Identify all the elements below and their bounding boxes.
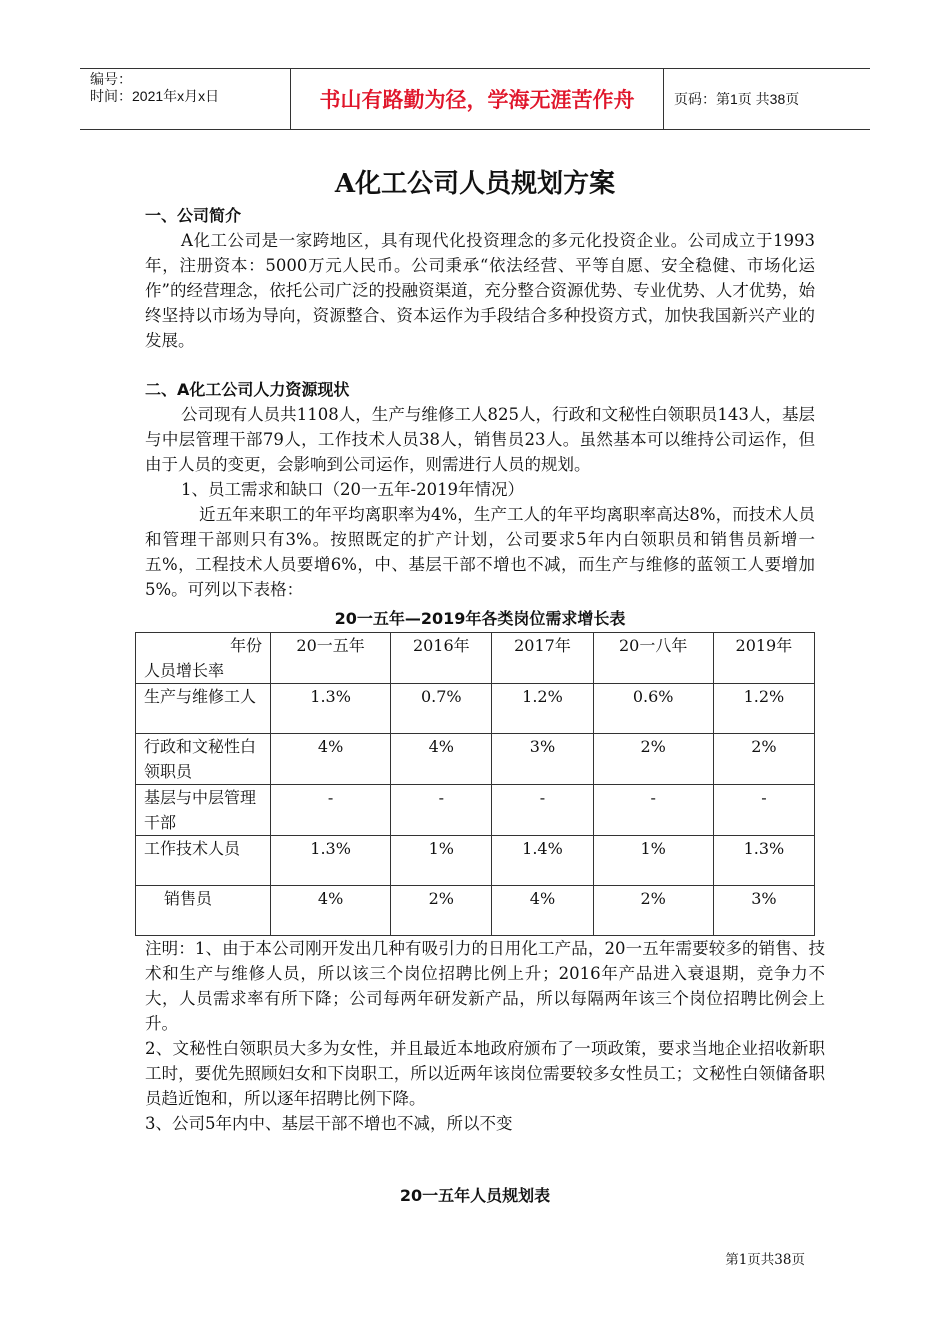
table-cell: 1.4% xyxy=(492,836,593,886)
header-motto: 书山有路勤为径，学海无涯苦作舟 xyxy=(291,69,664,129)
section-2-heading: 二、A化工公司人力资源现状 xyxy=(145,380,350,399)
table-cell: 4% xyxy=(391,734,492,785)
table-row xyxy=(136,836,815,886)
table-2-caption: 20一五年人员规划表 xyxy=(399,1186,551,1205)
row-label: 基层与中层管理干部 xyxy=(136,785,271,836)
year-header: 2019年 xyxy=(713,633,814,684)
table-cell: - xyxy=(593,785,713,836)
corner-rate-label: 人员增长率 xyxy=(144,661,225,680)
note-1: 注明：1、由于本公司刚开发出几种有吸引力的日用化工产品，20一五年需要较多的销售、技术和生产与维修人员，所以该三个岗位招聘比例上升；2016年产品进入衰退期，竞争力不大，人员需求率有所下降；公司每两年研发新产品，所以每隔两年该三个岗位招聘比例会上升。 xyxy=(145,939,825,1033)
time-label: 时间：2021年x月x日 xyxy=(90,88,220,104)
table-cell: 1.3% xyxy=(713,836,814,886)
table-corner-cell xyxy=(136,633,271,684)
subsection-1-paragraph: 近五年来职工的年平均离职率为4%，生产工人的年平均离职率高达8%，而技术人员和管理干部则只有3%。按照既定的扩产计划，公司要求5年内白领职员和销售员新增一五%，工程技术人员要增6%，中、基层干部不增也不减，而生产与维修的蓝领工人要增加5%。可列以下表格： xyxy=(145,505,815,599)
header-page-label: 页码：第1页 共38页 xyxy=(674,91,800,107)
section-1-heading: 一、公司简介 xyxy=(145,206,242,225)
year-header: 2016年 xyxy=(391,633,492,684)
note-2: 2、文秘性白领职员大多为女性，并且最近本地政府颁布了一项政策，要求当地企业招收新职工时，要优先照顾妇女和下岗职工，所以近两年该岗位需要较多女性员工；文秘性白领储备职员趋近饱和，所以逐年招聘比例下降。 xyxy=(145,1039,825,1108)
note-3: 3、公司5年内中、基层干部不增也不减，所以不变 xyxy=(145,1114,513,1133)
table-1-caption: 20一五年—2019年各类岗位需求增长表 xyxy=(334,609,626,628)
corner-year-label: 年份 xyxy=(229,636,262,655)
page-footer: 第1页共38页 xyxy=(725,1252,805,1268)
year-header: 20一八年 xyxy=(593,633,713,684)
table-cell: 1.2% xyxy=(492,684,593,734)
table-cell: 0.6% xyxy=(593,684,713,734)
header-meta xyxy=(80,69,291,129)
row-label: 工作技术人员 xyxy=(136,836,271,886)
table-row xyxy=(136,684,815,734)
year-header: 2017年 xyxy=(492,633,593,684)
table-cell: 1.3% xyxy=(271,684,391,734)
table-cell: 0.7% xyxy=(391,684,492,734)
table-cell: 2% xyxy=(391,886,492,936)
table-cell: 4% xyxy=(271,734,391,785)
table-cell: 1% xyxy=(391,836,492,886)
document-body xyxy=(144,203,825,1136)
table-cell: 4% xyxy=(492,886,593,936)
table-cell: - xyxy=(713,785,814,836)
table-cell: - xyxy=(271,785,391,836)
table-cell: - xyxy=(492,785,593,836)
table-row xyxy=(136,886,815,936)
row-label: 销售员 xyxy=(136,886,271,936)
table-cell: 3% xyxy=(713,886,814,936)
table-cell: 2% xyxy=(593,734,713,785)
row-label: 行政和文秘性白领职员 xyxy=(136,734,271,785)
subsection-1-heading: 1、员工需求和缺口（20一五年-2019年情况） xyxy=(181,480,525,499)
table-cell: - xyxy=(391,785,492,836)
table-cell: 4% xyxy=(271,886,391,936)
row-label: 生产与维修工人 xyxy=(136,684,271,734)
table-cell: 1.3% xyxy=(271,836,391,886)
section-2-paragraph: 公司现有人员共1108人，生产与维修工人825人，行政和文秘性白领职员143人，基层与中层管理干部79人，工作技术人员38人，销售员23人。虽然基本可以维持公司运作，但由于人员的变更，会影响到公司运作，则需进行人员的规划。 xyxy=(145,405,815,474)
demand-growth-table xyxy=(135,632,815,936)
section-1-paragraph: A化工公司是一家跨地区，具有现代化投资理念的多元化投资企业。公司成立于1993年，注册资本：5000万元人民币。公司秉承“依法经营、平等自愿、安全稳健、市场化运作”的经营理念，依托公司广泛的投融资渠道，充分整合资源优势、专业优势、人才优势，始终坚持以市场为导向，资源整合、资本运作为手段结合多种投资方式，加快我国新兴产业的发展。 xyxy=(145,231,815,350)
table-cell: 2% xyxy=(593,886,713,936)
table-header-row xyxy=(136,633,815,684)
document-title: A化工公司人员规划方案 xyxy=(334,169,616,199)
table-cell: 2% xyxy=(713,734,814,785)
table-cell: 1% xyxy=(593,836,713,886)
table-cell: 1.2% xyxy=(713,684,814,734)
table-row xyxy=(136,734,815,785)
number-label: 编号： xyxy=(90,71,132,87)
year-header: 20一五年 xyxy=(271,633,391,684)
page-header xyxy=(80,68,870,130)
table-cell: 3% xyxy=(492,734,593,785)
table-row xyxy=(136,785,815,836)
